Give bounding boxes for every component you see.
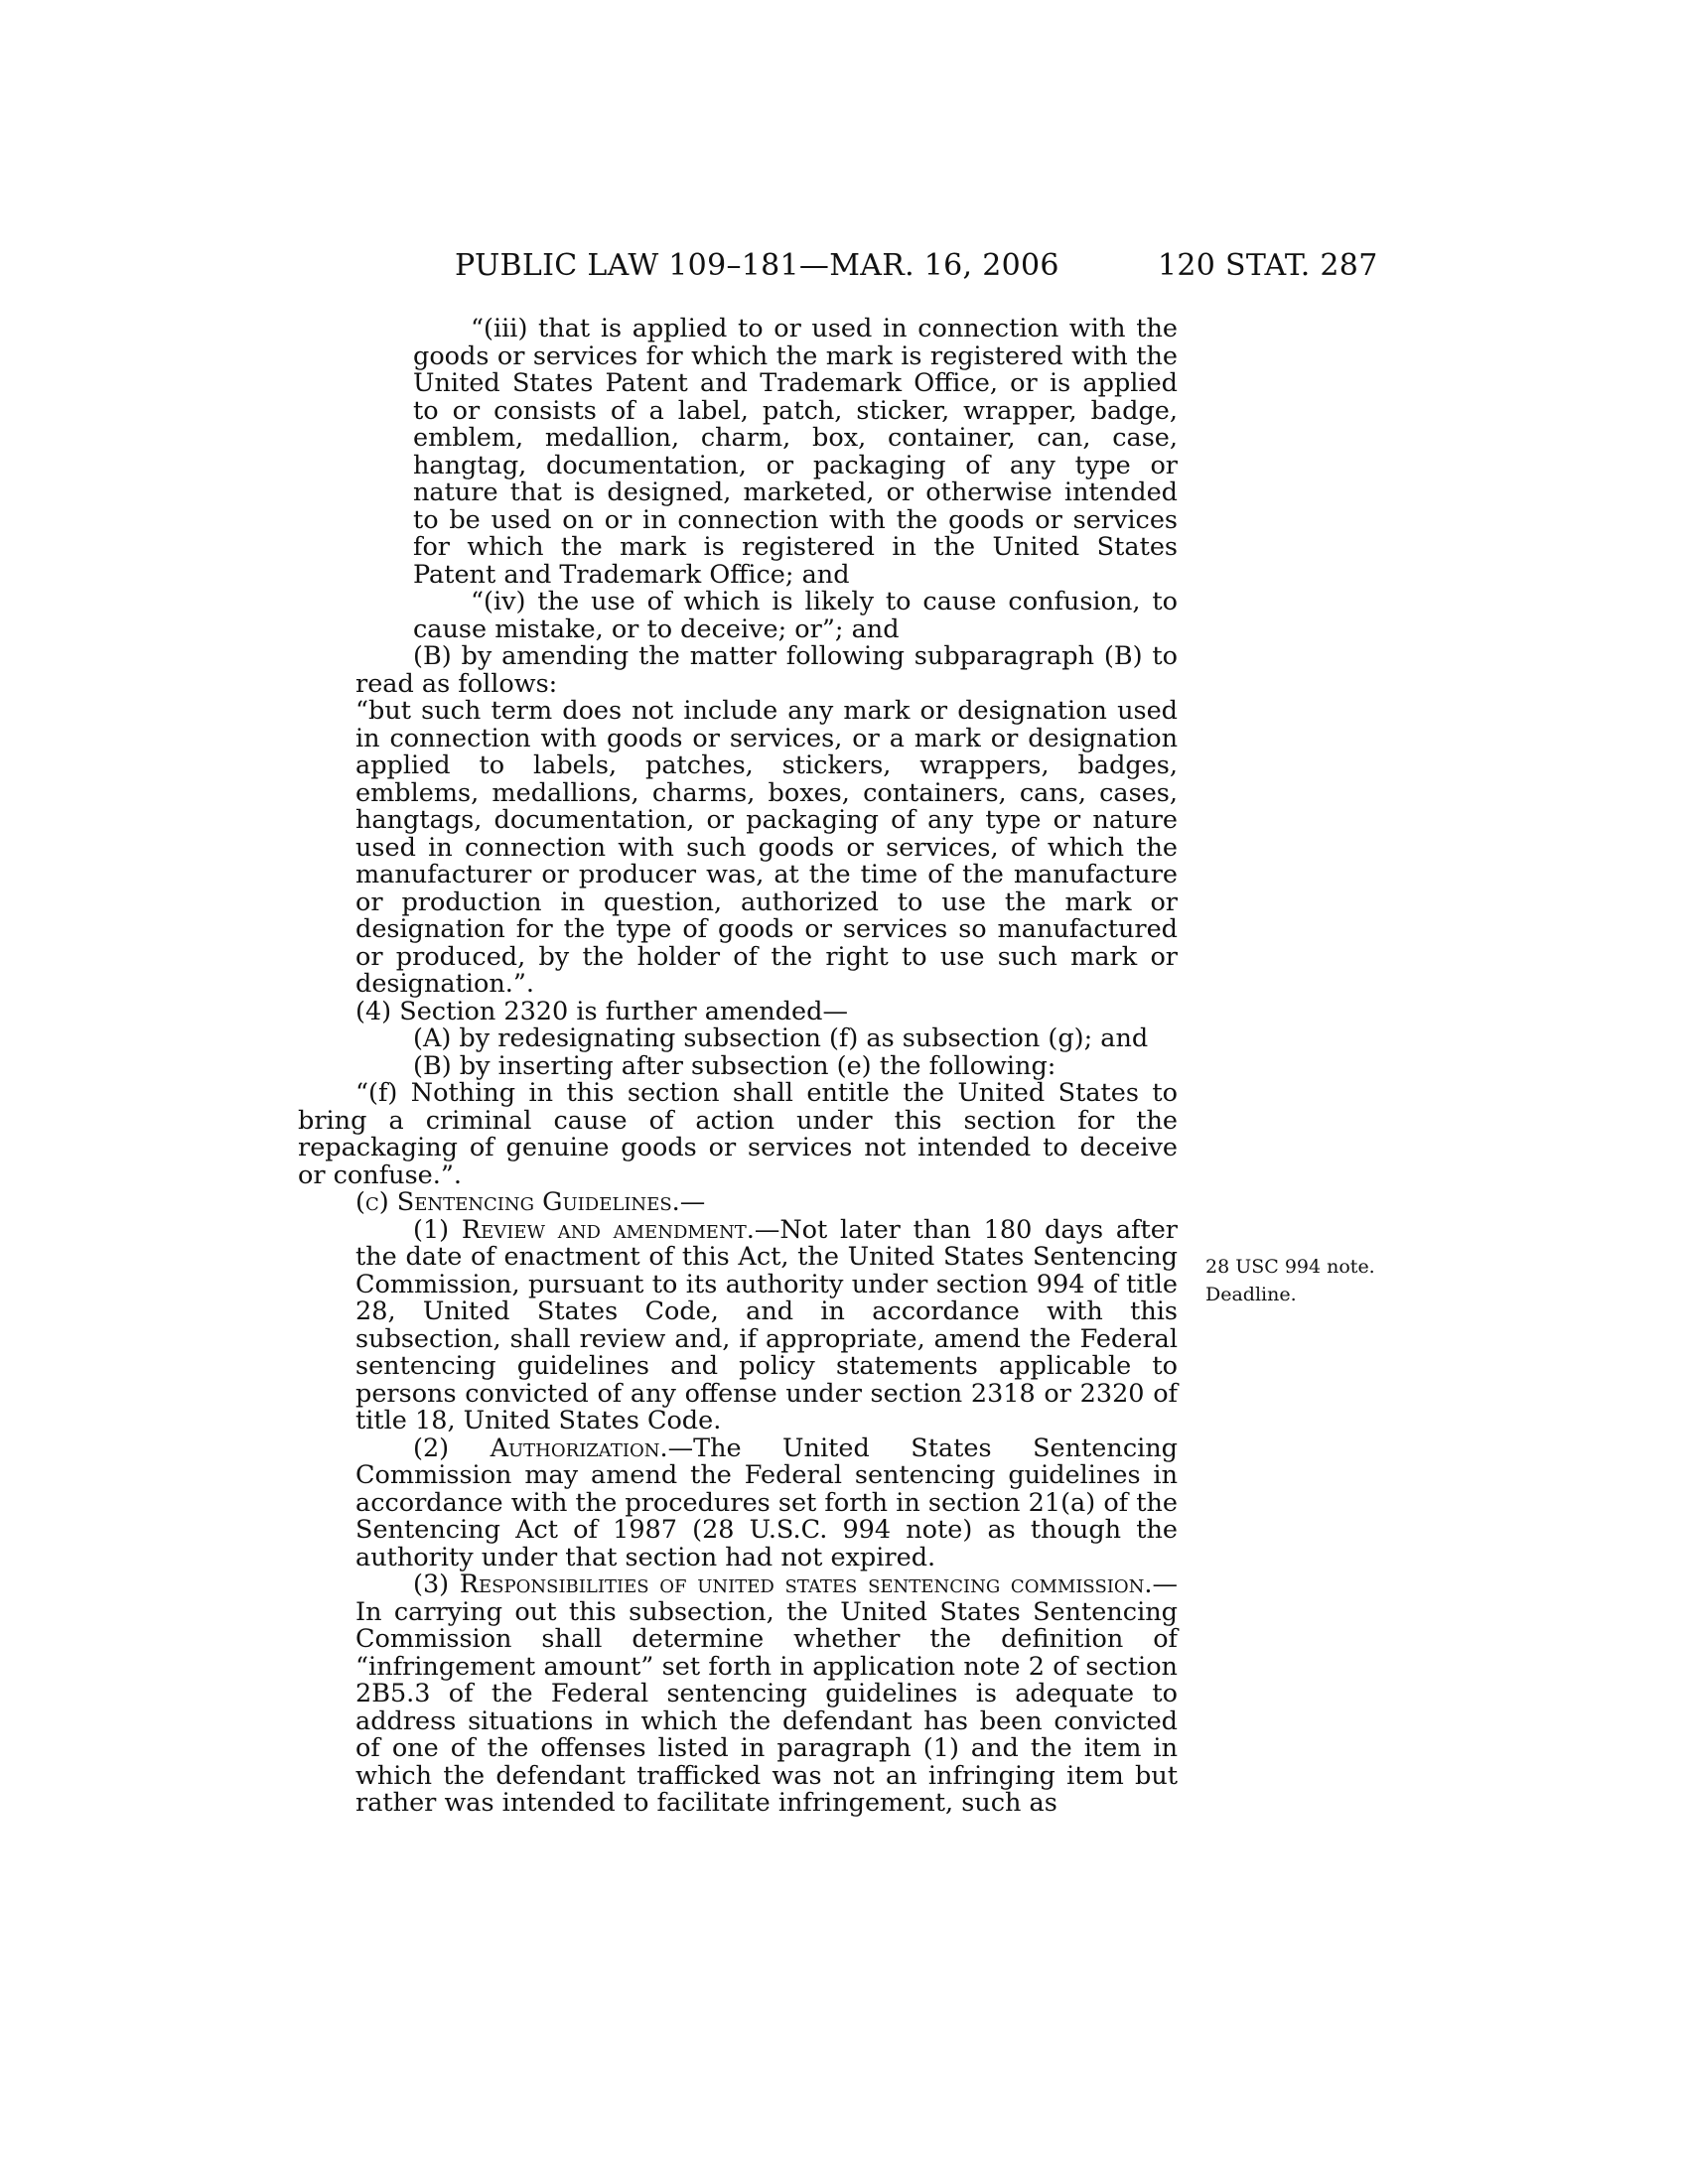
subparagraph-b-insert: (B) by inserting after subsection (e) the following:: [413, 1050, 1056, 1081]
stat-page-number: 120 STAT. 287: [1158, 248, 1378, 283]
paragraph-2-heading: (2) Authorization.: [413, 1433, 668, 1463]
section-c-paragraph-3: [355, 1571, 1178, 1818]
clause-iii: “(iii) that is applied to or used in connection with the goods or services for which the mark is registered with the United States Patent and Trademark Office, or is applied to or consists of a label, patch, sticker, wrapper, badge, emblem, medallion, charm, box, container, can, case, hangtag, documentation, or packaging of any type or nature that is designed, marketed, or otherwise intended to be used on or in connection with the goods or services for which the mark is registered in the United States Patent and Trademark Office; and: [413, 314, 1178, 590]
clause-iv: “(iv) the use of which is likely to cause confusion, to cause mistake, or to deceive; or”; and: [413, 587, 1178, 644]
section-c-paragraph-2: [355, 1435, 1178, 1572]
section-c-label: (c) Sentencing Guidelines.—: [355, 1187, 706, 1217]
margin-note-deadline: Deadline.: [1205, 1284, 1297, 1305]
section-c-heading: [355, 1189, 1178, 1217]
paragraph-2-text: —The United States Sentencing Commission may amend the Federal sentencing guidelines in accordance with the procedures set forth in section 21(a) of the Sentencing Act of 1987 (28 U.S.C. 994 note) as though the authority under that section had not expired.: [355, 1433, 1179, 1572]
subparagraph-b-amend: (B) by amending the matter following subparagraph (B) to read as follows:: [355, 641, 1178, 699]
section-c-paragraph-1: [355, 1214, 1178, 1435]
margin-notes: [1205, 1253, 1404, 1308]
subparagraph-a-redesignate: (A) by redesignating subsection (f) as subsection (g); and: [413, 1024, 1149, 1053]
paragraph-4: (4) Section 2320 is further amended—: [355, 996, 848, 1026]
margin-note-citation: 28 USC 994 note.: [1205, 1256, 1375, 1278]
paragraph-3-heading: (3) Responsibilities of united states sentencing commission.: [413, 1570, 1153, 1599]
paragraph-1-text: —Not later than 180 days after the date of enactment of this Act, the United States Sentencing Commission, pursuant to its authority under section 994 of title 28, United States Code, and in accordance with this subsection, shall review and, if appropriate, amend the Federal sentencing guidelines and policy statements applicable to persons convicted of any offense under section 2318 or 2320 of title 18, United States Code.: [355, 1214, 1178, 1435]
running-head: [0, 248, 1688, 288]
running-head-title: PUBLIC LAW 109–181—MAR. 16, 2006: [455, 248, 1059, 283]
paragraph-3-text: —In carrying out this subsection, the United States Sentencing Commission shall determine whether the definition of “infringement amount” set forth in application note 2 of section 2B5.3 of the Federal sentencing guidelines is adequate to address situations in which the defendant has been convicted of one of the offenses listed in paragraph (1) and the item in which the defendant trafficked was not an infringing item but rather was intended to facilitate infringement, such as: [355, 1570, 1178, 1818]
quoted-subsection-f: “(f) Nothing in this section shall entitle the United States to bring a criminal cause of action under this section for the repackaging of genuine goods or services not intended to deceive or confuse.”.: [298, 1078, 1178, 1190]
paragraph-1-heading: (1) Review and amendment.: [413, 1214, 755, 1245]
statute-text: [298, 316, 1178, 1818]
quoted-matter: “but such term does not include any mark or designation used in connection with goods or services, or a mark or designation applied to labels, patches, stickers, wrappers, badges, emblems, medallions, charms, boxes, containers, cans, cases, hangtags, documentation, or packaging of any type or nature used in connection with such goods or services, of which the manufacturer or producer was, at the time of the manufacture or production in question, authorized to use the mark or designation for the type of goods or services so manufactured or produced, by the holder of the right to use such mark or designation.”.: [355, 696, 1178, 999]
